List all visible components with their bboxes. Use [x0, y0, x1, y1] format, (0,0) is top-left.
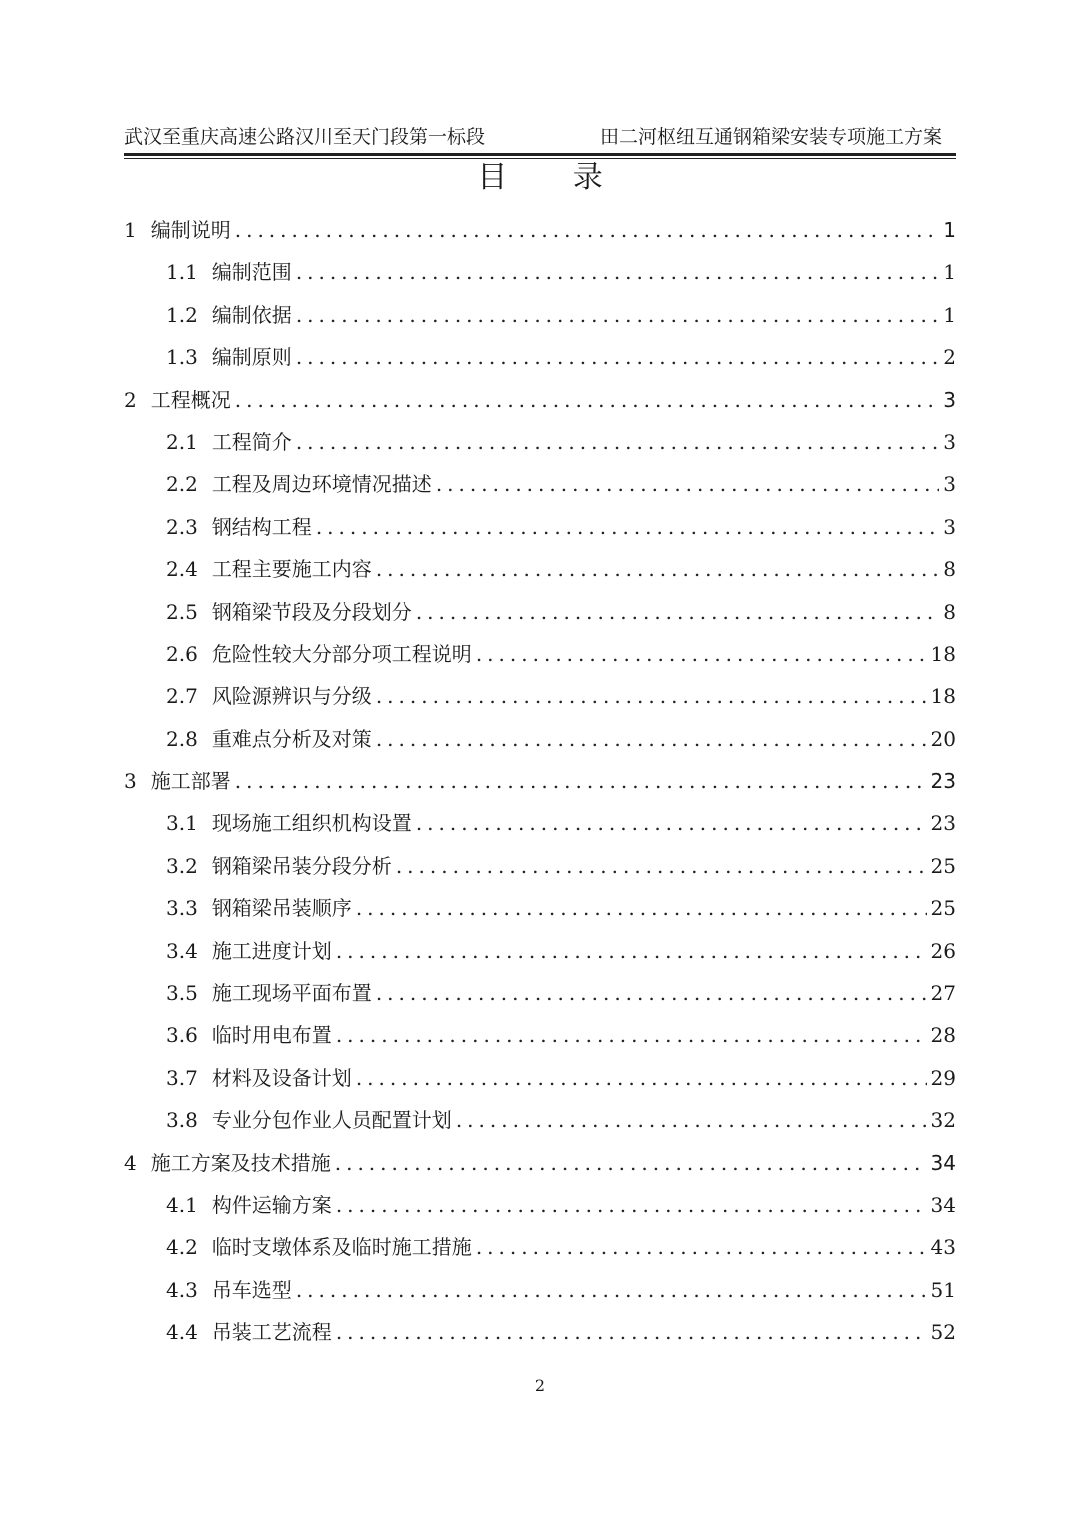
toc-entry-page: 3 [943, 472, 956, 497]
toc-entry-number: 2.6 [166, 641, 198, 666]
toc-title: 目 录 [477, 160, 631, 195]
toc-entry-page: 34 [930, 1150, 956, 1175]
toc-section-entry[interactable] [124, 1311, 956, 1353]
toc-section-entry[interactable] [124, 718, 956, 760]
toc-dot-leader [436, 463, 939, 505]
toc-entry-number: 4.4 [166, 1320, 198, 1345]
toc-entry-label: 临时支墩体系及临时施工措施 [211, 1235, 472, 1260]
toc-entry-number: 3 [124, 769, 137, 794]
toc-section-entry[interactable] [124, 887, 956, 929]
toc-entry-number: 1.3 [166, 345, 198, 370]
toc-section-entry[interactable] [124, 1014, 956, 1056]
toc-entry-label: 钢箱梁吊装顺序 [211, 896, 352, 921]
toc-entry-page: 20 [930, 726, 956, 751]
toc-dot-leader [376, 718, 927, 760]
toc-entry-number: 3.6 [166, 1023, 198, 1048]
header-document-name: 田二河枢纽互通钢箱梁安装专项施工方案 [599, 126, 942, 148]
toc-dot-leader [296, 421, 939, 463]
toc-entry-number: 2.4 [166, 557, 198, 582]
page-number: 2 [534, 1376, 546, 1395]
toc-entry-page: 52 [930, 1320, 956, 1345]
toc-entry-label: 钢箱梁节段及分段划分 [211, 599, 412, 624]
toc-dot-leader [235, 379, 940, 421]
toc-entry-number: 3.8 [166, 1108, 198, 1133]
toc-entry-number: 2.3 [166, 514, 198, 539]
toc-entry-number: 2.5 [166, 599, 198, 624]
toc-section-entry[interactable] [124, 506, 956, 548]
toc-entry-number: 2.8 [166, 726, 198, 751]
toc-dot-leader [456, 1099, 927, 1141]
toc-dot-leader [235, 209, 940, 251]
toc-section-entry[interactable] [124, 591, 956, 633]
toc-entry-page: 1 [943, 302, 956, 327]
toc-entry-label: 工程概况 [150, 387, 231, 412]
toc-entry-page: 8 [943, 599, 956, 624]
toc-entry-label: 专业分包作业人员配置计划 [211, 1108, 452, 1133]
toc-dot-leader [336, 1311, 927, 1353]
toc-entry-label: 风险源辨识与分级 [211, 684, 372, 709]
toc-entry-page: 27 [930, 981, 956, 1006]
toc-entry-page: 26 [930, 938, 956, 963]
toc-section-entry[interactable] [124, 1057, 956, 1099]
toc-entry-label: 钢结构工程 [211, 514, 312, 539]
toc-entry-page: 34 [930, 1192, 956, 1217]
toc-dot-leader [336, 1014, 927, 1056]
toc-dot-leader [296, 336, 939, 378]
toc-chapter-entry[interactable] [124, 760, 956, 802]
toc-dot-leader [356, 1057, 927, 1099]
toc-entry-label: 编制依据 [211, 302, 292, 327]
toc-dot-leader [336, 1184, 927, 1226]
toc-entry-label: 施工部署 [150, 769, 231, 794]
table-of-contents [124, 209, 956, 1354]
toc-entry-label: 吊装工艺流程 [211, 1320, 332, 1345]
toc-entry-number: 4.3 [166, 1277, 198, 1302]
toc-entry-number: 4 [124, 1150, 137, 1175]
toc-dot-leader [416, 802, 927, 844]
toc-entry-label: 材料及设备计划 [211, 1065, 352, 1090]
toc-entry-page: 25 [930, 853, 956, 878]
toc-section-entry[interactable] [124, 336, 956, 378]
toc-entry-number: 2 [124, 387, 137, 412]
toc-entry-label: 构件运输方案 [211, 1192, 332, 1217]
toc-section-entry[interactable] [124, 972, 956, 1014]
toc-entry-page: 8 [943, 557, 956, 582]
toc-entry-page: 43 [930, 1235, 956, 1260]
toc-section-entry[interactable] [124, 548, 956, 590]
toc-entry-label: 钢箱梁吊装分段分析 [211, 853, 392, 878]
toc-entry-number: 3.4 [166, 938, 198, 963]
toc-entry-page: 23 [930, 769, 956, 794]
toc-dot-leader [356, 887, 927, 929]
toc-chapter-entry[interactable] [124, 379, 956, 421]
toc-entry-number: 2.2 [166, 472, 198, 497]
toc-entry-number: 3.5 [166, 981, 198, 1006]
toc-entry-label: 现场施工组织机构设置 [211, 811, 412, 836]
toc-entry-label: 工程及周边环境情况描述 [211, 472, 432, 497]
toc-entry-label: 工程主要施工内容 [211, 557, 372, 582]
toc-entry-page: 3 [943, 429, 956, 454]
toc-section-entry[interactable] [124, 633, 956, 675]
toc-entry-page: 3 [943, 514, 956, 539]
toc-entry-number: 2.1 [166, 429, 198, 454]
toc-entry-number: 1 [124, 218, 137, 242]
toc-entry-page: 1 [943, 260, 956, 285]
toc-entry-label: 施工方案及技术措施 [150, 1150, 331, 1175]
toc-entry-label: 临时用电布置 [211, 1023, 332, 1048]
toc-dot-leader [476, 633, 927, 675]
toc-entry-label: 危险性较大分部分项工程说明 [211, 641, 472, 666]
toc-dot-leader [296, 294, 939, 336]
toc-dot-leader [296, 1269, 927, 1311]
toc-dot-leader [296, 251, 939, 293]
toc-dot-leader [316, 506, 939, 548]
toc-entry-number: 3.2 [166, 853, 198, 878]
toc-section-entry[interactable] [124, 294, 956, 336]
toc-dot-leader [476, 1226, 927, 1268]
toc-section-entry[interactable] [124, 1269, 956, 1311]
toc-entry-number: 3.7 [166, 1065, 198, 1090]
toc-entry-page: 18 [930, 684, 956, 709]
toc-entry-page: 29 [930, 1065, 956, 1090]
toc-entry-number: 4.2 [166, 1235, 198, 1260]
toc-entry-number: 4.1 [166, 1192, 198, 1217]
toc-dot-leader [376, 548, 939, 590]
toc-section-entry[interactable] [124, 1184, 956, 1226]
toc-dot-leader [335, 1142, 927, 1184]
toc-section-entry[interactable] [124, 251, 956, 293]
toc-entry-label: 重难点分析及对策 [211, 726, 372, 751]
toc-section-entry[interactable] [124, 845, 956, 887]
toc-dot-leader [376, 675, 927, 717]
toc-entry-label: 编制范围 [211, 260, 292, 285]
toc-entry-label: 编制说明 [150, 218, 231, 242]
toc-dot-leader [336, 930, 927, 972]
toc-entry-page: 1 [943, 218, 956, 242]
toc-entry-page: 2 [943, 345, 956, 370]
toc-entry-number: 3.1 [166, 811, 198, 836]
toc-entry-number: 1.2 [166, 302, 198, 327]
toc-section-entry[interactable] [124, 463, 956, 505]
toc-entry-page: 28 [930, 1023, 956, 1048]
toc-dot-leader [376, 972, 927, 1014]
toc-section-entry[interactable] [124, 930, 956, 972]
toc-dot-leader [416, 591, 939, 633]
toc-entry-label: 吊车选型 [211, 1277, 292, 1302]
toc-entry-label: 编制原则 [211, 345, 292, 370]
running-header [124, 124, 956, 154]
toc-section-entry[interactable] [124, 1099, 956, 1141]
toc-section-entry[interactable] [124, 675, 956, 717]
toc-entry-label: 工程简介 [211, 429, 292, 454]
toc-chapter-entry[interactable] [124, 209, 956, 251]
toc-entry-number: 3.3 [166, 896, 198, 921]
toc-entry-label: 施工现场平面布置 [211, 981, 372, 1006]
toc-section-entry[interactable] [124, 802, 956, 844]
toc-entry-page: 23 [930, 811, 956, 836]
toc-entry-number: 2.7 [166, 684, 198, 709]
toc-entry-page: 3 [943, 387, 956, 412]
toc-dot-leader [235, 760, 927, 802]
toc-entry-label: 施工进度计划 [211, 938, 332, 963]
toc-entry-number: 1.1 [166, 260, 198, 285]
header-project-name: 武汉至重庆高速公路汉川至天门段第一标段 [124, 126, 486, 148]
toc-section-entry[interactable] [124, 421, 956, 463]
toc-entry-page: 51 [930, 1277, 956, 1302]
toc-entry-page: 32 [930, 1108, 956, 1133]
toc-chapter-entry[interactable] [124, 1142, 956, 1184]
toc-entry-page: 18 [930, 641, 956, 666]
toc-entry-page: 25 [930, 896, 956, 921]
toc-dot-leader [396, 845, 927, 887]
toc-section-entry[interactable] [124, 1226, 956, 1268]
